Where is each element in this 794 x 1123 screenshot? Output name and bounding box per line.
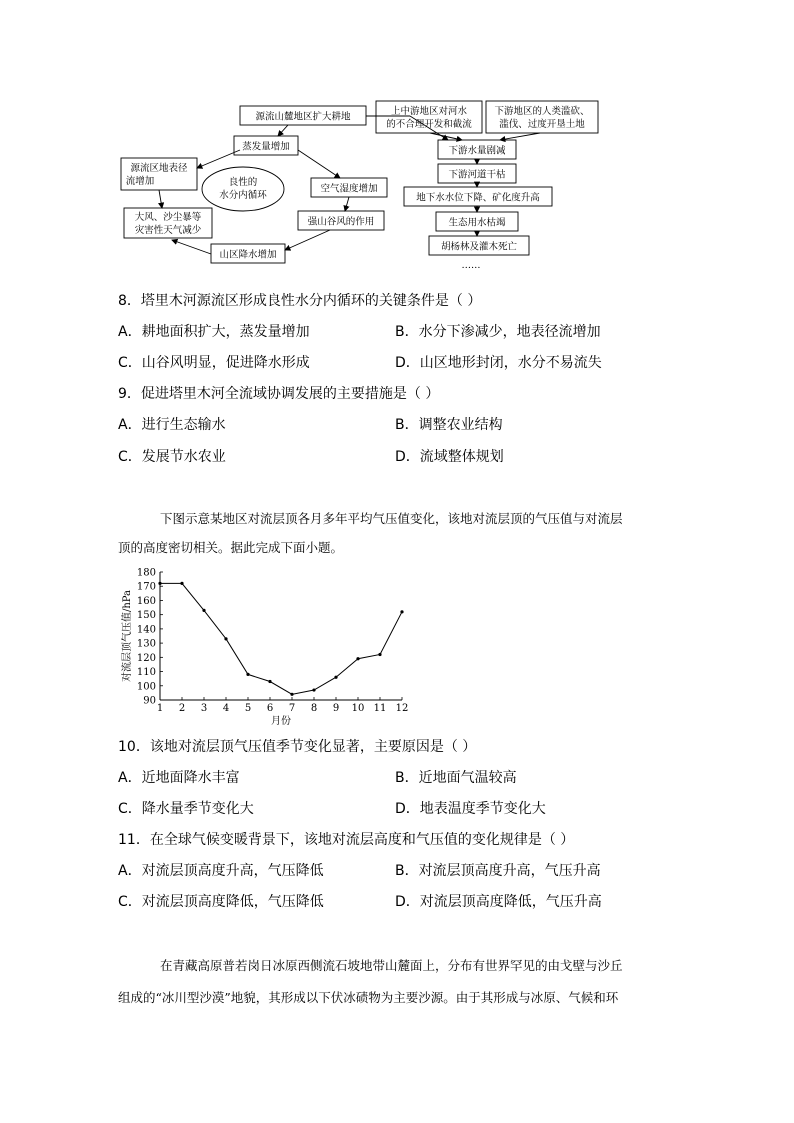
svg-text:源流山麓地区扩大耕地: 源流山麓地区扩大耕地 [255, 111, 351, 123]
data-point [202, 609, 205, 612]
q9-option-c[interactable]: C．发展节水农业 [118, 449, 226, 465]
svg-text:的不合理开发和截流: 的不合理开发和截流 [386, 119, 472, 130]
node-valley-wind [298, 211, 384, 230]
y-tick-label: 170 [136, 581, 156, 593]
node-water-decrease [438, 140, 516, 159]
x-tick-label: 5 [244, 703, 252, 714]
svg-text:胡杨林及灌木死亡: 胡杨林及灌木死亡 [440, 241, 518, 253]
y-tick-labels [137, 568, 156, 707]
node-rain-increase [211, 244, 285, 263]
node-groundwater [404, 187, 552, 206]
q11-option-a[interactable]: A．对流层顶高度升高，气压降低 [118, 863, 324, 879]
q9-option-d[interactable]: D．流域整体规划 [395, 449, 504, 465]
q9-stem: 9．促进塔里木河全流域协调发展的主要措施是（ ） [118, 386, 440, 402]
svg-text:山区降水增加: 山区降水增加 [219, 249, 277, 261]
flowchart-diagram [0, 0, 794, 280]
y-tick-label: 120 [136, 652, 156, 664]
q10-option-a[interactable]: A．近地面降水丰富 [118, 770, 240, 786]
svg-text:下游地区的人类滥砍、: 下游地区的人类滥砍、 [494, 106, 590, 117]
node-windstorm [124, 208, 212, 238]
svg-text:流增加: 流增加 [125, 176, 155, 187]
q9-option-b[interactable]: B．调整农业结构 [395, 417, 503, 433]
y-tick-label: 150 [136, 610, 156, 622]
svg-text:源流区地表径: 源流区地表径 [130, 163, 188, 174]
pressure-line-chart [110, 562, 420, 732]
x-tick-label: 12 [395, 703, 409, 714]
q10-option-c[interactable]: C．降水量季节变化大 [118, 801, 254, 817]
chart-axes [160, 572, 402, 700]
node-surface-runoff [121, 158, 197, 190]
y-tick-label: 160 [136, 595, 156, 607]
svg-text:地下水水位下降、矿化度升高: 地下水水位下降、矿化度升高 [416, 192, 540, 204]
q11-stem: 11．在全球气候变暖背景下，该地对流层高度和气压值的变化规律是（ ） [118, 832, 575, 848]
node-water-cycle [202, 167, 284, 211]
intro3-line2: 组成的“冰川型沙漠”地貌，其形成以下伏冰碛物为主要沙源。由于其形成与冰原、气候和环 [118, 990, 619, 1005]
q10-option-b[interactable]: B．近地面气温较高 [395, 770, 517, 786]
q10-option-d[interactable]: D．地表温度季节变化大 [395, 801, 546, 817]
data-point [312, 688, 315, 691]
q9-option-a[interactable]: A．进行生态输水 [118, 417, 226, 433]
data-point [356, 657, 359, 660]
pressure-series-line [160, 583, 402, 694]
svg-text:良性的: 良性的 [228, 177, 258, 188]
node-eco-water [436, 212, 518, 231]
q8-option-c[interactable]: C．山谷风明显，促进降水形成 [118, 355, 310, 371]
svg-text:强山谷风的作用: 强山谷风的作用 [307, 216, 375, 228]
x-tick-labels [157, 703, 409, 714]
q8-option-b[interactable]: B．水分下渗减少，地表径流增加 [395, 324, 601, 340]
x-tick-label: 7 [288, 703, 296, 714]
x-tick-label: 8 [310, 703, 318, 714]
x-tick-label: 3 [200, 703, 208, 714]
x-tick-label: 1 [156, 703, 164, 714]
data-point [268, 680, 271, 683]
y-tick-label: 140 [136, 624, 156, 636]
q8-stem: 8．塔里木河源流区形成良性水分内循环的关键条件是（ ） [118, 293, 482, 309]
y-tick-label: 110 [136, 667, 156, 679]
data-point [400, 610, 403, 613]
data-point [246, 673, 249, 676]
x-tick-label: 9 [332, 703, 340, 714]
q8-option-a[interactable]: A．耕地面积扩大，蒸发量增加 [118, 324, 310, 340]
svg-text:滥伐、过度开垦土地: 滥伐、过度开垦土地 [499, 119, 585, 130]
node-evaporation [234, 136, 298, 155]
y-tick-label: 100 [136, 681, 156, 693]
x-tick-label: 4 [222, 703, 230, 714]
node-poplar-death [429, 236, 529, 255]
data-point [290, 693, 293, 696]
ellipsis-more: …… [461, 260, 481, 271]
data-point [378, 653, 381, 656]
svg-text:上中游地区对河水: 上中游地区对河水 [390, 106, 468, 117]
q11-option-d[interactable]: D．对流层顶高度降低，气压升高 [395, 894, 602, 910]
data-point [158, 582, 161, 585]
intro2-line1: 下图示意某地区对流层顶各月多年平均气压值变化，该地对流层顶的气压值与对流层 [160, 511, 623, 526]
svg-text:大风、沙尘暴等: 大风、沙尘暴等 [134, 212, 202, 223]
svg-text:下游水量剧减: 下游水量剧减 [448, 145, 506, 157]
node-expand-farmland [240, 106, 366, 125]
q11-option-c[interactable]: C．对流层顶高度降低，气压降低 [118, 894, 324, 910]
y-axis-label: 对流层顶气压值/hPa [122, 589, 133, 683]
data-point [334, 676, 337, 679]
x-tick-label: 2 [178, 703, 186, 714]
svg-text:水分内循环: 水分内循环 [219, 190, 267, 201]
q10-stem: 10．该地对流层顶气压值季节变化显著，主要原因是（ ） [118, 739, 477, 755]
y-tick-label: 90 [143, 695, 156, 707]
x-tick-label: 6 [266, 703, 274, 714]
svg-text:蒸发量增加: 蒸发量增加 [242, 141, 290, 153]
svg-text:空气湿度增加: 空气湿度增加 [320, 183, 378, 195]
q11-option-b[interactable]: B．对流层顶高度升高，气压升高 [395, 863, 601, 879]
x-tick-label: 10 [351, 703, 365, 714]
y-tick-label: 180 [136, 567, 156, 579]
data-point [224, 637, 227, 640]
intro2-line2: 顶的高度密切相关。据此完成下面小题。 [118, 540, 344, 555]
q8-option-d[interactable]: D．山区地形封闭，水分不易流失 [395, 355, 602, 371]
intro3-line1: 在青藏高原普若岗日冰原西侧流石坡地带山麓面上，分布有世界罕见的由戈壁与沙丘 [160, 958, 623, 973]
node-river-dry [438, 164, 516, 183]
data-point [180, 582, 183, 585]
y-tick-label: 130 [136, 638, 156, 650]
x-axis-label: 月份 [271, 716, 291, 727]
svg-text:下游河道干枯: 下游河道干枯 [448, 169, 506, 181]
svg-text:生态用水枯竭: 生态用水枯竭 [448, 217, 506, 229]
x-tick-label: 11 [373, 703, 387, 714]
node-humidity [311, 178, 387, 197]
node-lower-overcutting [486, 101, 598, 133]
svg-text:灾害性天气减少: 灾害性天气减少 [134, 225, 202, 236]
